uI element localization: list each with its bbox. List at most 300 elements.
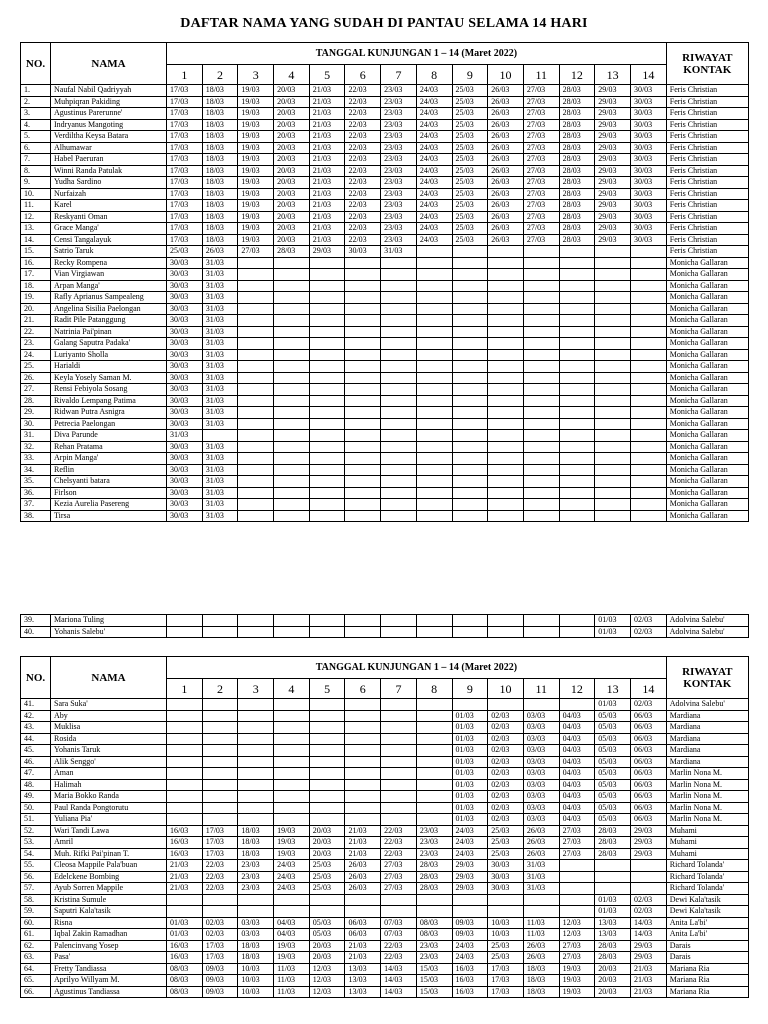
date-cell bbox=[416, 906, 452, 918]
date-cell bbox=[630, 464, 666, 476]
date-cell: 17/03 bbox=[167, 165, 203, 177]
date-cell bbox=[630, 430, 666, 442]
date-cell: 24/03 bbox=[416, 200, 452, 212]
date-cell bbox=[238, 326, 274, 338]
row-number: 17. bbox=[21, 269, 51, 281]
date-cell bbox=[559, 349, 595, 361]
person-name: Rehan Pratama bbox=[51, 441, 167, 453]
date-cell bbox=[381, 292, 417, 304]
date-cell: 21/03 bbox=[309, 108, 345, 120]
date-cell: 20/03 bbox=[274, 131, 310, 143]
date-cell bbox=[452, 257, 488, 269]
date-cell: 24/03 bbox=[452, 848, 488, 860]
date-cell: 08/03 bbox=[416, 929, 452, 941]
date-cell bbox=[595, 883, 631, 895]
date-cell: 20/03 bbox=[309, 848, 345, 860]
date-cell: 31/03 bbox=[202, 464, 238, 476]
date-cell bbox=[416, 779, 452, 791]
table-row bbox=[21, 131, 749, 143]
date-cell bbox=[559, 894, 595, 906]
date-cell bbox=[202, 791, 238, 803]
row-number: 10. bbox=[21, 188, 51, 200]
contact-history: Monicha Gallaran bbox=[666, 303, 748, 315]
date-cell bbox=[274, 802, 310, 814]
date-cell bbox=[630, 476, 666, 488]
date-cell: 31/03 bbox=[202, 292, 238, 304]
date-cell bbox=[416, 510, 452, 522]
date-cell: 28/03 bbox=[416, 871, 452, 883]
date-cell: 21/03 bbox=[309, 177, 345, 189]
header-day: 12 bbox=[559, 65, 595, 85]
date-cell: 27/03 bbox=[381, 871, 417, 883]
date-cell bbox=[274, 418, 310, 430]
date-cell: 01/03 bbox=[452, 802, 488, 814]
table-row bbox=[21, 837, 749, 849]
date-cell: 21/03 bbox=[309, 142, 345, 154]
date-cell: 18/03 bbox=[238, 940, 274, 952]
date-cell: 13/03 bbox=[345, 963, 381, 975]
date-cell: 27/03 bbox=[523, 211, 559, 223]
date-cell: 03/03 bbox=[523, 791, 559, 803]
date-cell: 21/03 bbox=[309, 223, 345, 235]
date-cell: 05/03 bbox=[595, 779, 631, 791]
header-day: 13 bbox=[595, 679, 631, 699]
date-cell: 24/03 bbox=[416, 108, 452, 120]
date-cell: 24/03 bbox=[416, 119, 452, 131]
date-cell bbox=[167, 814, 203, 826]
date-cell bbox=[416, 269, 452, 281]
date-cell: 22/03 bbox=[345, 234, 381, 246]
date-cell: 31/03 bbox=[523, 860, 559, 872]
date-cell bbox=[309, 418, 345, 430]
date-cell: 15/03 bbox=[416, 963, 452, 975]
person-name: Agustinus Parerunne' bbox=[51, 108, 167, 120]
row-number: 28. bbox=[21, 395, 51, 407]
date-cell: 19/03 bbox=[238, 85, 274, 97]
date-cell: 19/03 bbox=[238, 165, 274, 177]
date-cell bbox=[202, 768, 238, 780]
contact-history: Mardiana bbox=[666, 745, 748, 757]
date-cell: 23/03 bbox=[381, 85, 417, 97]
person-name: Muh. Rifki Pai'pinan T. bbox=[51, 848, 167, 860]
date-cell bbox=[381, 499, 417, 511]
date-cell bbox=[238, 418, 274, 430]
row-number: 34. bbox=[21, 464, 51, 476]
table-row bbox=[21, 894, 749, 906]
date-cell bbox=[309, 756, 345, 768]
person-name: Yohanis Salebu' bbox=[51, 626, 167, 638]
date-cell bbox=[381, 395, 417, 407]
table-row bbox=[21, 280, 749, 292]
date-cell: 28/03 bbox=[416, 860, 452, 872]
header-day: 1 bbox=[167, 679, 203, 699]
table-row bbox=[21, 269, 749, 281]
date-cell: 27/03 bbox=[523, 108, 559, 120]
date-cell: 17/03 bbox=[167, 119, 203, 131]
date-cell: 22/03 bbox=[345, 131, 381, 143]
date-cell bbox=[559, 361, 595, 373]
date-cell: 28/03 bbox=[559, 165, 595, 177]
date-cell bbox=[559, 699, 595, 711]
person-name: Radit Pile Patanggung bbox=[51, 315, 167, 327]
date-cell bbox=[416, 292, 452, 304]
date-cell: 30/03 bbox=[630, 200, 666, 212]
date-cell: 02/03 bbox=[630, 615, 666, 627]
date-cell bbox=[381, 487, 417, 499]
table-row bbox=[21, 940, 749, 952]
row-number: 21. bbox=[21, 315, 51, 327]
date-cell bbox=[274, 464, 310, 476]
date-cell bbox=[559, 860, 595, 872]
date-cell: 22/03 bbox=[202, 883, 238, 895]
date-cell: 14/03 bbox=[381, 963, 417, 975]
contact-history: Monicha Gallaran bbox=[666, 338, 748, 350]
date-cell bbox=[238, 384, 274, 396]
contact-history: Darais bbox=[666, 940, 748, 952]
date-cell: 30/03 bbox=[167, 257, 203, 269]
person-name: Naufal Nabil Qadriyyah bbox=[51, 85, 167, 97]
contact-history: Darais bbox=[666, 952, 748, 964]
row-number: 5. bbox=[21, 131, 51, 143]
date-cell: 30/03 bbox=[488, 871, 524, 883]
date-cell bbox=[630, 269, 666, 281]
date-cell: 23/03 bbox=[381, 142, 417, 154]
date-cell: 23/03 bbox=[416, 837, 452, 849]
table-row bbox=[21, 626, 749, 638]
date-cell bbox=[274, 292, 310, 304]
table-row bbox=[21, 372, 749, 384]
date-cell: 27/03 bbox=[559, 837, 595, 849]
contact-history: Monicha Gallaran bbox=[666, 418, 748, 430]
date-cell: 30/03 bbox=[167, 269, 203, 281]
date-cell: 30/03 bbox=[630, 234, 666, 246]
header-day: 6 bbox=[345, 679, 381, 699]
date-cell: 27/03 bbox=[523, 223, 559, 235]
date-cell bbox=[309, 257, 345, 269]
date-cell: 19/03 bbox=[274, 940, 310, 952]
row-number: 55. bbox=[21, 860, 51, 872]
date-cell bbox=[274, 395, 310, 407]
date-cell: 21/03 bbox=[167, 883, 203, 895]
date-cell: 21/03 bbox=[345, 940, 381, 952]
person-name: Rafly Aprianus Sampealeng bbox=[51, 292, 167, 304]
date-cell: 21/03 bbox=[309, 188, 345, 200]
date-cell: 23/03 bbox=[381, 223, 417, 235]
date-cell: 09/03 bbox=[202, 986, 238, 998]
date-cell bbox=[238, 894, 274, 906]
contact-history: Mardiana bbox=[666, 733, 748, 745]
row-number: 56. bbox=[21, 871, 51, 883]
date-cell: 02/03 bbox=[488, 710, 524, 722]
date-cell bbox=[381, 756, 417, 768]
table-row bbox=[21, 85, 749, 97]
date-cell: 20/03 bbox=[274, 85, 310, 97]
date-cell: 25/03 bbox=[167, 246, 203, 258]
date-cell bbox=[559, 338, 595, 350]
date-cell bbox=[416, 395, 452, 407]
date-cell: 01/03 bbox=[595, 906, 631, 918]
date-cell: 18/03 bbox=[238, 848, 274, 860]
date-cell bbox=[274, 476, 310, 488]
date-cell: 04/03 bbox=[559, 802, 595, 814]
person-name: Alhumawar bbox=[51, 142, 167, 154]
date-cell: 17/03 bbox=[167, 211, 203, 223]
person-name: Yudha Sardino bbox=[51, 177, 167, 189]
date-cell bbox=[309, 395, 345, 407]
header-day: 5 bbox=[309, 65, 345, 85]
date-cell bbox=[488, 441, 524, 453]
contact-history: Richard Tolanda' bbox=[666, 883, 748, 895]
date-cell bbox=[416, 710, 452, 722]
person-name: Reflin bbox=[51, 464, 167, 476]
date-cell bbox=[452, 269, 488, 281]
table-row bbox=[21, 848, 749, 860]
row-number: 25. bbox=[21, 361, 51, 373]
date-cell: 23/03 bbox=[381, 200, 417, 212]
date-cell bbox=[630, 499, 666, 511]
date-cell bbox=[309, 303, 345, 315]
date-cell bbox=[559, 407, 595, 419]
row-number: 60. bbox=[21, 917, 51, 929]
header-day: 13 bbox=[595, 65, 631, 85]
date-cell bbox=[523, 303, 559, 315]
date-cell bbox=[416, 384, 452, 396]
date-cell: 16/03 bbox=[452, 963, 488, 975]
date-cell bbox=[167, 626, 203, 638]
date-cell: 04/03 bbox=[559, 791, 595, 803]
date-cell: 22/03 bbox=[345, 96, 381, 108]
row-number: 63. bbox=[21, 952, 51, 964]
table-row bbox=[21, 745, 749, 757]
date-cell: 23/03 bbox=[416, 952, 452, 964]
date-cell: 17/03 bbox=[167, 85, 203, 97]
date-cell bbox=[630, 361, 666, 373]
date-cell: 20/03 bbox=[274, 211, 310, 223]
date-cell: 30/03 bbox=[630, 142, 666, 154]
person-name: Saputri Kala'tasik bbox=[51, 906, 167, 918]
table-row bbox=[21, 108, 749, 120]
date-cell bbox=[381, 699, 417, 711]
row-number: 8. bbox=[21, 165, 51, 177]
date-cell: 22/03 bbox=[381, 940, 417, 952]
date-cell bbox=[559, 269, 595, 281]
row-number: 11. bbox=[21, 200, 51, 212]
date-cell bbox=[202, 756, 238, 768]
header-day: 4 bbox=[274, 65, 310, 85]
table-row bbox=[21, 756, 749, 768]
contact-history: Muhami bbox=[666, 837, 748, 849]
date-cell: 17/03 bbox=[202, 837, 238, 849]
row-number: 7. bbox=[21, 154, 51, 166]
person-name: Rosida bbox=[51, 733, 167, 745]
date-cell: 24/03 bbox=[416, 165, 452, 177]
date-cell bbox=[523, 338, 559, 350]
row-number: 15. bbox=[21, 246, 51, 258]
date-cell bbox=[345, 280, 381, 292]
date-cell bbox=[309, 430, 345, 442]
header-riwayat: RIWAYAT KONTAK bbox=[666, 657, 748, 699]
date-cell bbox=[381, 257, 417, 269]
table-row bbox=[21, 430, 749, 442]
row-number: 23. bbox=[21, 338, 51, 350]
date-cell bbox=[630, 453, 666, 465]
row-number: 12. bbox=[21, 211, 51, 223]
date-cell: 17/03 bbox=[202, 940, 238, 952]
date-cell bbox=[523, 699, 559, 711]
contact-history: Richard Tolanda' bbox=[666, 860, 748, 872]
date-cell bbox=[309, 615, 345, 627]
date-cell bbox=[238, 814, 274, 826]
date-cell: 02/03 bbox=[488, 768, 524, 780]
date-cell: 23/03 bbox=[381, 177, 417, 189]
date-cell bbox=[630, 384, 666, 396]
date-cell: 25/03 bbox=[488, 952, 524, 964]
row-number: 36. bbox=[21, 487, 51, 499]
date-cell: 28/03 bbox=[559, 177, 595, 189]
person-name: Harialdi bbox=[51, 361, 167, 373]
table-row bbox=[21, 710, 749, 722]
date-cell bbox=[452, 372, 488, 384]
row-number: 61. bbox=[21, 929, 51, 941]
date-cell: 24/03 bbox=[416, 154, 452, 166]
date-cell bbox=[345, 303, 381, 315]
date-cell: 01/03 bbox=[452, 814, 488, 826]
date-cell bbox=[416, 246, 452, 258]
date-cell: 02/03 bbox=[488, 722, 524, 734]
date-cell bbox=[559, 615, 595, 627]
row-number: 66. bbox=[21, 986, 51, 998]
date-cell bbox=[309, 384, 345, 396]
date-cell bbox=[452, 699, 488, 711]
date-cell bbox=[416, 326, 452, 338]
date-cell: 13/03 bbox=[595, 917, 631, 929]
person-name: Pasa' bbox=[51, 952, 167, 964]
date-cell bbox=[452, 441, 488, 453]
date-cell: 29/03 bbox=[309, 246, 345, 258]
date-cell: 21/03 bbox=[167, 860, 203, 872]
date-cell: 26/03 bbox=[488, 234, 524, 246]
date-cell: 15/03 bbox=[416, 975, 452, 987]
date-cell bbox=[345, 338, 381, 350]
date-cell bbox=[416, 802, 452, 814]
date-cell: 17/03 bbox=[202, 848, 238, 860]
date-cell: 01/03 bbox=[452, 733, 488, 745]
contact-history: Monicha Gallaran bbox=[666, 476, 748, 488]
date-cell: 18/03 bbox=[523, 963, 559, 975]
person-name: Sara Suka' bbox=[51, 699, 167, 711]
row-number: 57. bbox=[21, 883, 51, 895]
date-cell: 22/03 bbox=[345, 223, 381, 235]
date-cell bbox=[274, 510, 310, 522]
date-cell: 28/03 bbox=[595, 952, 631, 964]
date-cell: 27/03 bbox=[523, 154, 559, 166]
date-cell bbox=[416, 756, 452, 768]
table-row bbox=[21, 906, 749, 918]
contact-history: Feris Christian bbox=[666, 108, 748, 120]
date-cell bbox=[381, 791, 417, 803]
person-name: Aby bbox=[51, 710, 167, 722]
row-number: 33. bbox=[21, 453, 51, 465]
date-cell bbox=[274, 733, 310, 745]
date-cell: 17/03 bbox=[488, 975, 524, 987]
date-cell: 01/03 bbox=[452, 745, 488, 757]
person-name: Reskyanti Oman bbox=[51, 211, 167, 223]
date-cell: 29/03 bbox=[595, 131, 631, 143]
date-cell: 21/03 bbox=[309, 165, 345, 177]
date-cell bbox=[559, 280, 595, 292]
date-cell bbox=[488, 476, 524, 488]
date-cell bbox=[416, 372, 452, 384]
date-cell: 02/03 bbox=[488, 756, 524, 768]
table-row bbox=[21, 510, 749, 522]
contact-history: Marlin Nona M. bbox=[666, 768, 748, 780]
date-cell bbox=[452, 395, 488, 407]
date-cell bbox=[488, 499, 524, 511]
date-cell bbox=[381, 814, 417, 826]
date-cell bbox=[167, 768, 203, 780]
date-cell: 27/03 bbox=[381, 883, 417, 895]
date-cell: 01/03 bbox=[452, 756, 488, 768]
date-cell bbox=[202, 894, 238, 906]
date-cell: 25/03 bbox=[488, 825, 524, 837]
contact-history: Monicha Gallaran bbox=[666, 430, 748, 442]
date-cell: 18/03 bbox=[202, 211, 238, 223]
date-cell: 18/03 bbox=[202, 234, 238, 246]
monitoring-table-3 bbox=[20, 656, 749, 998]
date-cell bbox=[381, 315, 417, 327]
date-cell: 27/03 bbox=[238, 246, 274, 258]
table-row bbox=[21, 453, 749, 465]
date-cell bbox=[416, 615, 452, 627]
contact-history: Mariana Ria bbox=[666, 986, 748, 998]
person-name: Edelckene Bombing bbox=[51, 871, 167, 883]
date-cell bbox=[559, 315, 595, 327]
header-day: 8 bbox=[416, 65, 452, 85]
date-cell: 05/03 bbox=[309, 929, 345, 941]
date-cell bbox=[167, 722, 203, 734]
date-cell: 26/03 bbox=[345, 883, 381, 895]
date-cell bbox=[345, 722, 381, 734]
date-cell: 23/03 bbox=[381, 154, 417, 166]
date-cell: 19/03 bbox=[274, 825, 310, 837]
date-cell: 21/03 bbox=[309, 131, 345, 143]
header-day: 14 bbox=[630, 65, 666, 85]
date-cell: 31/03 bbox=[202, 441, 238, 453]
date-cell bbox=[345, 418, 381, 430]
date-cell: 25/03 bbox=[452, 119, 488, 131]
date-cell bbox=[559, 441, 595, 453]
date-cell: 01/03 bbox=[452, 779, 488, 791]
date-cell bbox=[381, 768, 417, 780]
date-cell: 26/03 bbox=[488, 188, 524, 200]
date-cell bbox=[595, 871, 631, 883]
row-number: 37. bbox=[21, 499, 51, 511]
date-cell bbox=[202, 906, 238, 918]
date-cell: 12/03 bbox=[309, 986, 345, 998]
date-cell bbox=[595, 303, 631, 315]
date-cell bbox=[488, 280, 524, 292]
date-cell bbox=[595, 280, 631, 292]
table-row bbox=[21, 825, 749, 837]
person-name: Agustinus Tandiassa bbox=[51, 986, 167, 998]
date-cell bbox=[345, 699, 381, 711]
contact-history: Monicha Gallaran bbox=[666, 487, 748, 499]
header-day: 2 bbox=[202, 65, 238, 85]
date-cell: 05/03 bbox=[595, 745, 631, 757]
date-cell bbox=[559, 303, 595, 315]
date-cell bbox=[559, 257, 595, 269]
date-cell bbox=[595, 246, 631, 258]
